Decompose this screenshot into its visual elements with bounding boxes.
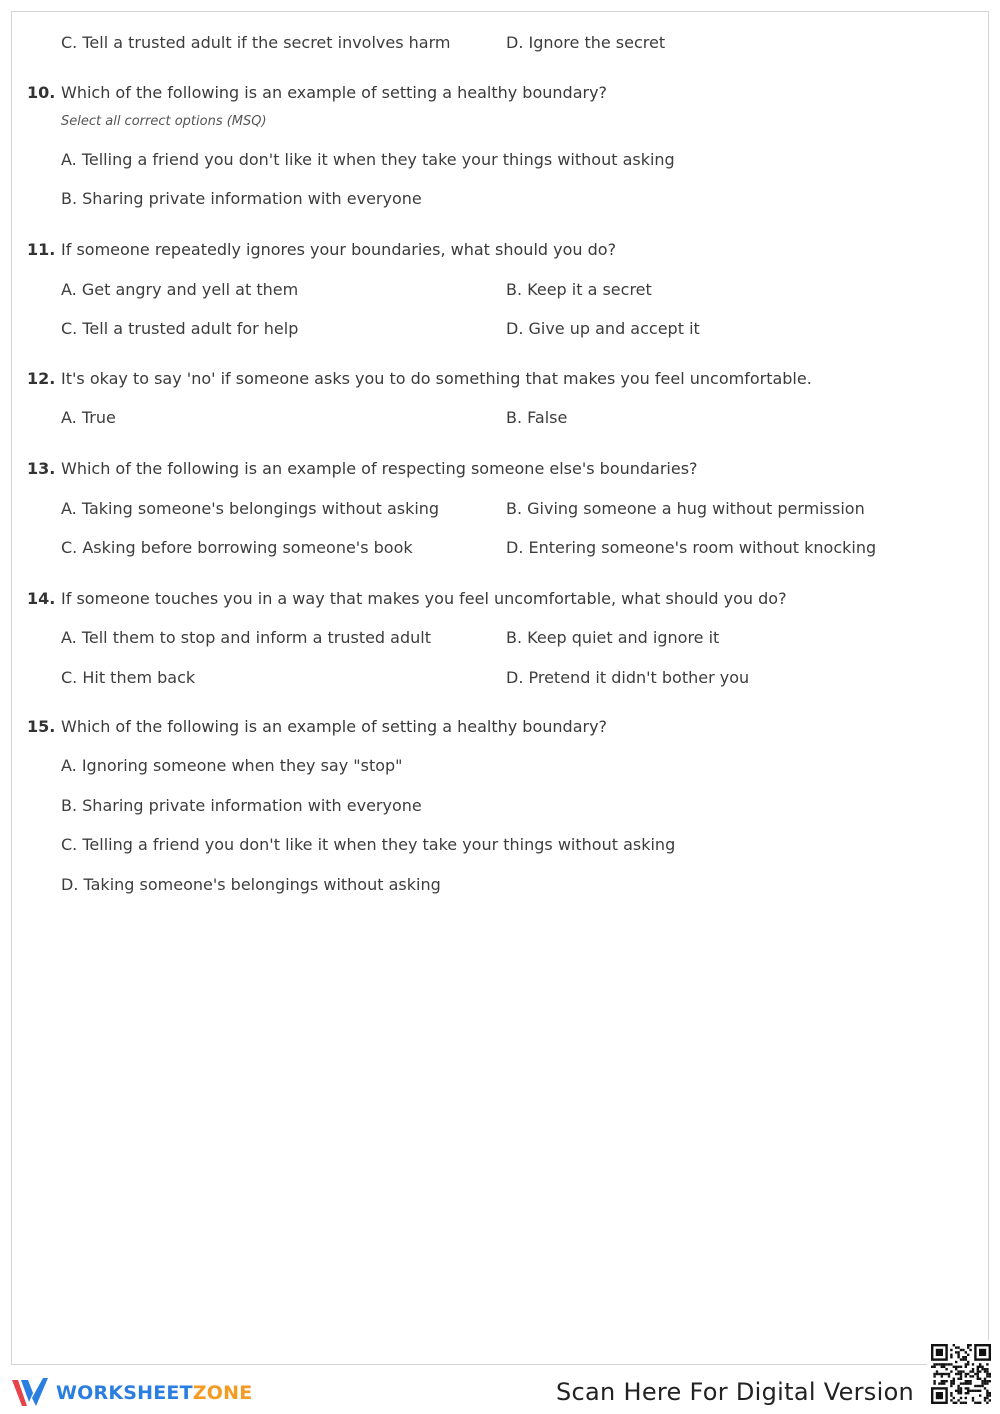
question-text: Which of the following is an example of respecting someone else's boundaries? <box>61 459 698 478</box>
option-11a: A. Get angry and yell at them <box>61 280 299 299</box>
option-14d: D. Pretend it didn't bother you <box>506 668 750 687</box>
question-text: If someone touches you in a way that makes you feel uncomfortable, what should you do? <box>61 589 787 608</box>
question-10 <box>27 83 607 103</box>
question-number: 10. <box>27 83 56 102</box>
option-14c: C. Hit them back <box>61 668 196 687</box>
option-15b: B. Sharing private information with everyone <box>61 796 422 815</box>
option-15d: D. Taking someone's belongings without asking <box>61 875 441 894</box>
question-10-note: Select all correct options (MSQ) <box>61 114 267 129</box>
question-13 <box>27 459 698 479</box>
question-12 <box>27 369 812 389</box>
option-10a: A. Telling a friend you don't like it when they take your things without asking <box>61 150 675 169</box>
option-12b: B. False <box>506 408 568 427</box>
question-number: 12. <box>27 369 56 388</box>
option-12a: A. True <box>61 408 116 427</box>
option-11b: B. Keep it a secret <box>506 280 652 299</box>
question-number: 15. <box>27 717 56 736</box>
question-15 <box>27 717 607 737</box>
option-15c: C. Telling a friend you don't like it when they take your things without asking <box>61 835 676 854</box>
option-14a: A. Tell them to stop and inform a trusted adult <box>61 628 431 647</box>
qr-code-icon[interactable] <box>927 1340 995 1408</box>
question-number: 11. <box>27 240 56 259</box>
option-13a: A. Taking someone's belongings without asking <box>61 499 440 518</box>
question-text: It's okay to say 'no' if someone asks you to do something that makes you feel uncomfortable. <box>61 369 812 388</box>
option-11d: D. Give up and accept it <box>506 319 700 338</box>
worksheet-zone-logo-icon <box>10 1376 50 1410</box>
question-14 <box>27 589 787 609</box>
option-14b: B. Keep quiet and ignore it <box>506 628 720 647</box>
brand-logo[interactable] <box>10 1376 252 1410</box>
brand-secondary: ZONE <box>192 1382 253 1404</box>
brand-name <box>56 1382 252 1404</box>
option-13b: B. Giving someone a hug without permission <box>506 499 865 518</box>
question-text: Which of the following is an example of setting a healthy boundary? <box>61 717 608 736</box>
question-number: 14. <box>27 589 56 608</box>
brand-primary: WORKSHEET <box>56 1382 193 1404</box>
question-text: Which of the following is an example of setting a healthy boundary? <box>61 83 608 102</box>
option-10b: B. Sharing private information with everyone <box>61 189 422 208</box>
scan-caption: Scan Here For Digital Version <box>556 1378 915 1406</box>
option-13d: D. Entering someone's room without knocking <box>506 538 877 557</box>
question-11 <box>27 240 616 260</box>
question-number: 13. <box>27 459 56 478</box>
option-11c: C. Tell a trusted adult for help <box>61 319 299 338</box>
worksheet-page <box>11 11 989 1365</box>
option-13c: C. Asking before borrowing someone's book <box>61 538 413 557</box>
page-footer <box>0 1366 1000 1414</box>
option-9d: D. Ignore the secret <box>506 33 666 52</box>
option-9c: C. Tell a trusted adult if the secret involves harm <box>61 33 451 52</box>
question-text: If someone repeatedly ignores your boundaries, what should you do? <box>61 240 617 259</box>
option-15a: A. Ignoring someone when they say "stop" <box>61 756 403 775</box>
